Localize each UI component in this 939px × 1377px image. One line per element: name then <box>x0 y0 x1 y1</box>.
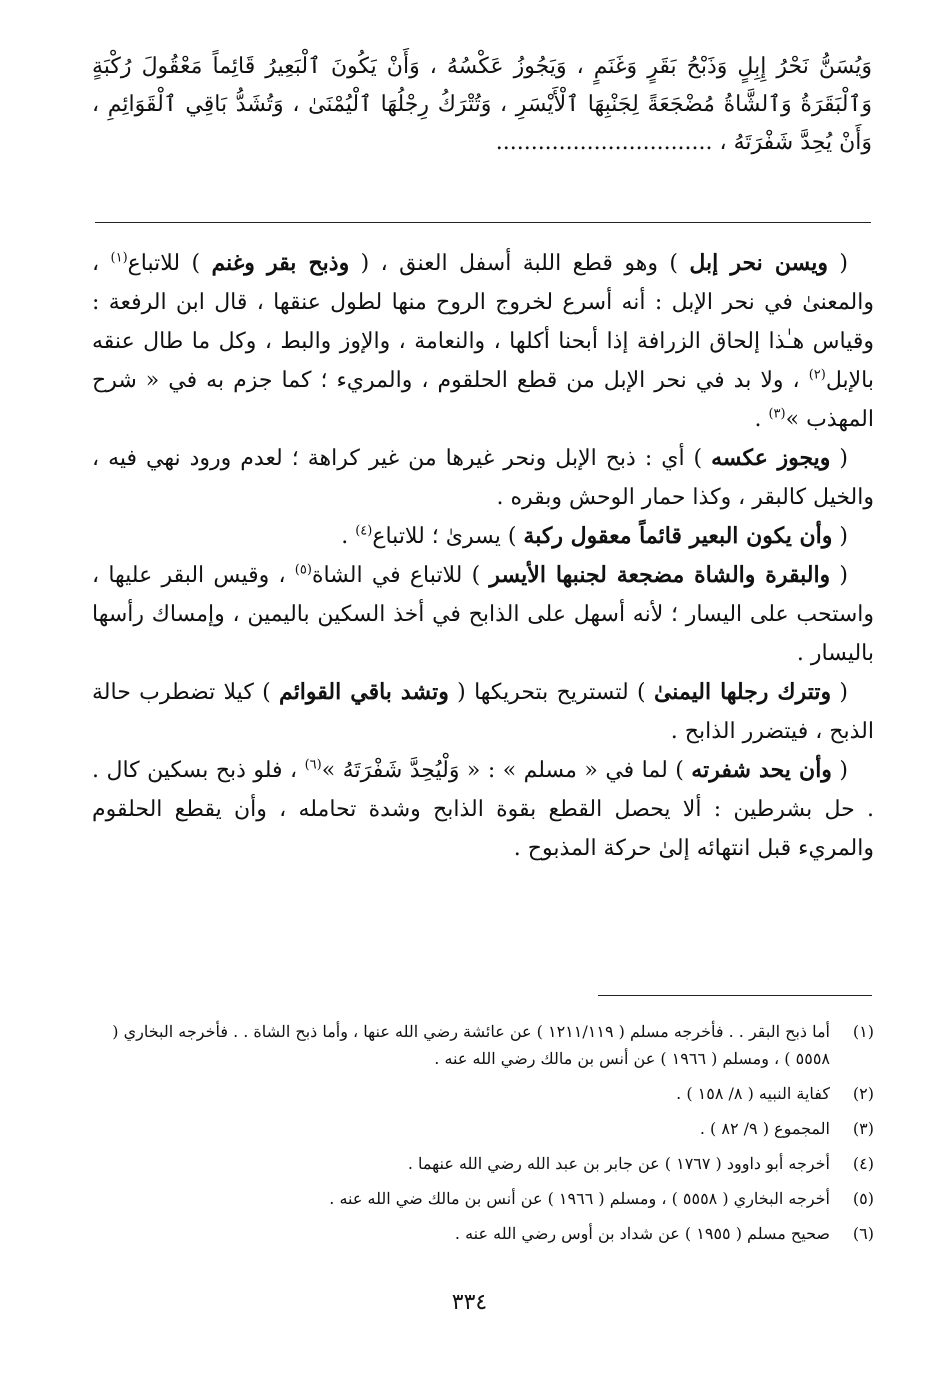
footnote-ref: (١) <box>110 250 128 266</box>
footnote-number: (٢) <box>852 1084 874 1103</box>
matn-text <box>92 48 872 162</box>
footnote-number: (١) <box>852 1022 874 1041</box>
footnote-ref: (٢) <box>808 367 826 383</box>
footnote-item <box>92 1080 874 1107</box>
footnote-ref: (٦) <box>304 757 322 773</box>
matn-quote: ويجوز عكسه <box>711 445 831 471</box>
footnote-text: أخرجه أبو داوود ( ١٧٦٧ ) عن جابر بن عبد الله رضي الله عنهما . <box>407 1154 830 1173</box>
sharh-paragraph-1: ( ويسن نحر إبل ) وهو قطع اللبة أسفل العنق ، ( وذبح بقر وغنم ) للاتباع$^{(١)}$ ، والمعنىٰ في نحر الإبل : أنه أسرع لخروج الروح منها لطول عنقها ، قال ابن الرفعة : وقياس هـٰذا إلحاق الزرافة إذا أبحنا أكلها ، والنعامة ، والإوز والبط ، وكل ما طال عنقه بالإبل$^{(٢)}$ ، ولا بد في نحر الإبل من قطع الحلقوم ، والمريء ؛ كما جزم به في « شرح المهذب »$^{(٣)}$ . <box>92 250 874 432</box>
footnote-text: صحيح مسلم ( ١٩٥٥ ) عن شداد بن أوس رضي الله عنه . <box>454 1224 830 1243</box>
sharh-paragraph-2: ( ويجوز عكسه ) أي : ذبح الإبل ونحر غيرها من غير كراهة ؛ لعدم ورود نهي فيه ، والخيل كالبقر ، وكذا حمار الوحش وبقره . <box>92 445 874 510</box>
footnote-item <box>92 1115 874 1142</box>
sharh-text <box>92 244 874 868</box>
sharh-paragraph-6: ( وأن يحد شفرته ) لما في « مسلم » : « وَلْيُحِدَّ شَفْرَتَهُ »$^{(٦)}$ ، فلو ذبح بسكين كال . . حل بشرطين : ألا يحصل القطع بقوة الذابح وشدة تحامله ، وأن يقطع الحلقوم والمريء قبل انتهائه إلىٰ حركة المذبوح . <box>92 757 874 861</box>
matn-line-1: وَيُسَنُّ نَحْرُ إِبِلٍ وَذَبْحُ بَقَرٍ وَغَنَمٍ ، وَيَجُوزُ عَكْسُهُ ، وَأَنْ يَكُونَ ٱلْبَعِيرُ قَائِماً مَعْقُولَ رُكْبَةٍ <box>92 54 872 79</box>
footnote-number: (٦) <box>852 1224 874 1243</box>
matn-quote: ويسن نحر إبل <box>689 250 828 276</box>
footnotes-divider <box>598 995 872 996</box>
footnote-number: (٥) <box>852 1189 874 1208</box>
footnote-text: كفاية النبيه ( ٨/ ١٥٨ ) . <box>676 1084 830 1103</box>
footnote-text: أخرجه البخاري ( ٥٥٥٨ ) ، ومسلم ( ١٩٦٦ ) عن أنس بن مالك ضي الله عنه . <box>329 1189 830 1208</box>
footnote-ref: (٣) <box>768 406 786 422</box>
page-number: ٣٣٤ <box>451 1290 488 1315</box>
footnote-number: (٣) <box>852 1119 874 1138</box>
matn-quote: وذبح بقر وغنم <box>211 250 350 276</box>
footnote-number: (٤) <box>852 1154 874 1173</box>
matn-quote: وتشد باقي القوائم <box>279 679 449 705</box>
matn-line-3: وَأَنْ يُحِدَّ شَفْرَتَهُ ، <box>719 130 872 155</box>
matn-quote: وتترك رجلها اليمنىٰ <box>653 679 832 705</box>
footnotes <box>92 1018 874 1255</box>
matn-dots: ............................... <box>495 130 713 155</box>
matn-line-2: وَٱلْبَقَرَةُ وَٱلشَّاةُ مُضْجَعَةً لِجَنْبِهَا ٱلْأَيْسَرِ ، وَتُتْرَكُ رِجْلُهَا ٱلْيُمْنَىٰ ، وَتُشَدُّ بَاقِي ٱلْقَوَائِمِ ، <box>92 92 872 117</box>
sharh-paragraph-5: ( وتترك رجلها اليمنىٰ ) لتستريح بتحريكها ( وتشد باقي القوائم ) كيلا تضطرب حالة الذبح ، فيتضرر الذابح . <box>92 679 874 744</box>
sharh-paragraph-3: ( وأن يكون البعير قائماً معقول ركبة ) يسرىٰ ؛ للاتباع$^{(٤)}$ . <box>341 523 848 549</box>
footnote-item <box>92 1150 874 1177</box>
footnote-item <box>92 1185 874 1212</box>
footnote-ref: (٥) <box>294 562 312 578</box>
footnote-ref: (٤) <box>355 523 373 539</box>
matn-divider <box>95 222 871 223</box>
footnote-text: المجموع ( ٩/ ٨٢ ) . <box>699 1119 830 1138</box>
footnote-text: أما ذبح البقر . . فأخرجه مسلم ( ١٢١١/١١٩ ) عن عائشة رضي الله عنها ، وأما ذبح الشاة . . فأخرجه البخاري ( ٥٥٥٨ ) ، ومسلم ( ١٩٦٦ ) عن أنس بن مالك رضي الله عنه . <box>112 1022 830 1068</box>
footnote-item <box>92 1220 874 1247</box>
matn-quote: والبقرة والشاة مضجعة لجنبها الأيسر <box>489 562 831 588</box>
footnote-item <box>92 1018 874 1072</box>
matn-quote: وأن يكون البعير قائماً معقول ركبة <box>523 523 833 549</box>
sharh-paragraph-4: ( والبقرة والشاة مضجعة لجنبها الأيسر ) للاتباع في الشاة$^{(٥)}$ ، وقيس البقر عليها ، واستحب على اليسار ؛ لأنه أسهل على الذابح في أخذ السكين باليمين ، وإمساك رأسها باليسار . <box>92 562 874 666</box>
matn-quote: وأن يحد شفرته <box>691 757 832 783</box>
